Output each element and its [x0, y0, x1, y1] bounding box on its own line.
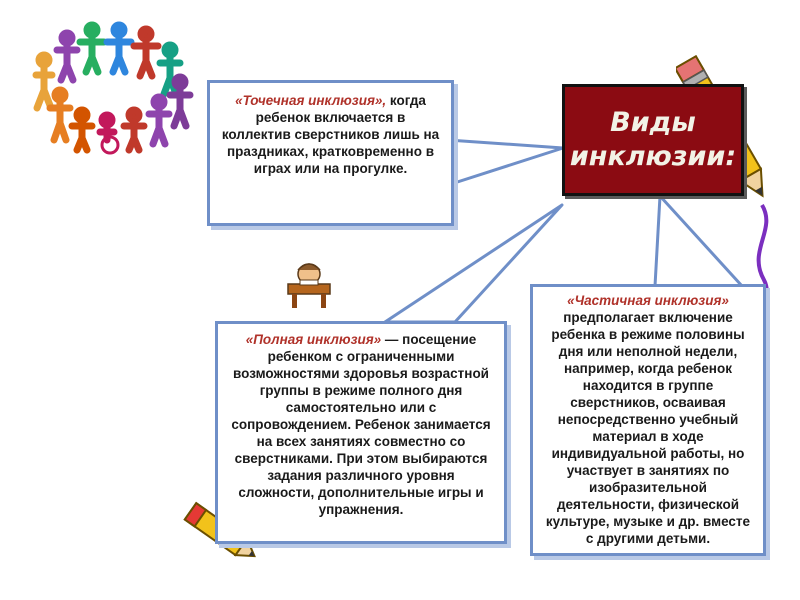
term-point-inclusion: «Точечная инклюзия»,: [235, 93, 387, 108]
text-point-inclusion: когда ребенок включается в коллектив сверстников лишь на праздниках, кратковременно в играх или на прогулке.: [221, 93, 440, 176]
text-partial-inclusion: предполагает включение ребенка в режиме половины дня или неполной недели, например, когда ребенок находится в группе сверстников, осваивая непосредственно учебный материал в ходе индивидуальной работы, но участвует в занятиях по изобразительной деятельности, физической культуре, музыке и др. вместе с другими детьми.: [545, 310, 751, 546]
title-box: [562, 84, 744, 196]
term-full-inclusion: «Полная инклюзия»: [245, 332, 382, 347]
text-full-inclusion: — посещение ребенком с ограниченными возможностями здоровья возрастной группы в режиме полного дня самостоятельно или с сопровождением. Ребенок занимается на всех занятиях совместно со сверстниками. При этом выбираются задания различного уровня сложности, дополнительные игры и упражнения.: [231, 332, 491, 517]
title-line-1: Виды: [610, 107, 696, 138]
callout-point-inclusion: [207, 80, 454, 226]
callout-full-inclusion: [215, 321, 507, 544]
children-circle-clipart: [22, 20, 194, 155]
title-line-2: инклюзии:: [569, 141, 737, 172]
callout-partial-inclusion: [530, 284, 766, 556]
term-partial-inclusion: «Частичная инклюзия»: [567, 293, 729, 308]
student-at-desk-clipart: [282, 260, 336, 310]
connector-point: [448, 140, 563, 185]
